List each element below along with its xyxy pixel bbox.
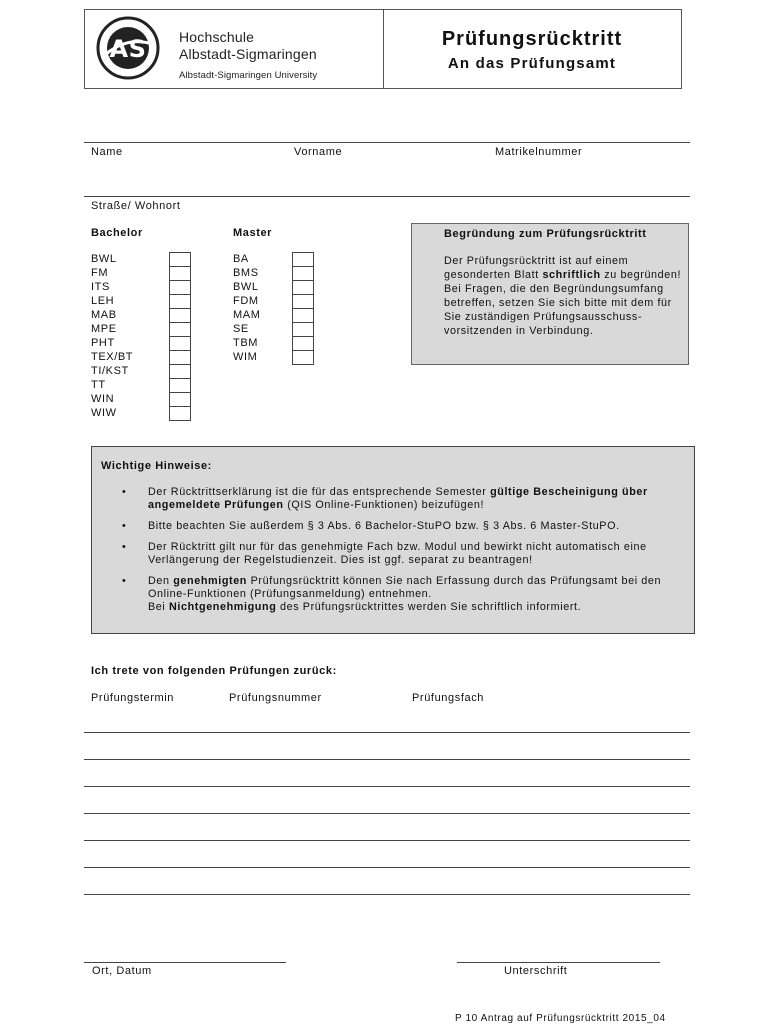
- program-checkbox[interactable]: [169, 392, 191, 407]
- program-checkbox[interactable]: [292, 336, 314, 351]
- master-program-list: [233, 252, 315, 364]
- program-label: MAB: [91, 309, 117, 321]
- form-title: Prüfungsrücktritt: [441, 28, 623, 50]
- reason-text-part2: zu begründen!: [600, 269, 682, 281]
- header-box: [84, 9, 682, 89]
- program-checkbox[interactable]: [169, 266, 191, 281]
- exam-entry-line[interactable]: [84, 894, 690, 895]
- program-label: BA: [233, 253, 249, 265]
- exam-entry-line[interactable]: [84, 732, 690, 733]
- important-notes-box: [91, 446, 695, 634]
- name-label: Name: [91, 146, 123, 158]
- program-option-master: [233, 350, 315, 364]
- note-text: des Prüfungsrücktrittes werden Sie schriftlich informiert.: [276, 601, 582, 613]
- university-logo: [95, 15, 161, 81]
- program-label: TI/KST: [91, 365, 129, 377]
- program-option-master: [233, 280, 315, 294]
- program-option-bachelor: [91, 350, 191, 364]
- note-text: Den: [148, 575, 174, 587]
- exams-heading: Ich trete von folgenden Prüfungen zurück:: [91, 665, 337, 677]
- program-label: ITS: [91, 281, 110, 293]
- program-option-bachelor: [91, 280, 191, 294]
- program-option-master: [233, 294, 315, 308]
- program-checkbox[interactable]: [169, 336, 191, 351]
- program-option-bachelor: [91, 378, 191, 392]
- program-checkbox[interactable]: [292, 322, 314, 337]
- program-option-master: [233, 308, 315, 322]
- program-label: BMS: [233, 267, 259, 279]
- reason-box: [411, 223, 689, 365]
- university-name-line1: Hochschule: [179, 29, 255, 45]
- note-item: [122, 541, 682, 567]
- university-name-line2: Albstadt-Sigmaringen: [179, 46, 317, 62]
- program-label: FDM: [233, 295, 259, 307]
- program-option-master: [233, 336, 315, 350]
- place-date-line[interactable]: [84, 962, 286, 963]
- program-label: TT: [91, 379, 106, 391]
- program-checkbox[interactable]: [169, 294, 191, 309]
- university-name-english: Albstadt-Sigmaringen University: [179, 70, 318, 81]
- program-label: SE: [233, 323, 249, 335]
- program-checkbox[interactable]: [292, 350, 314, 365]
- program-checkbox[interactable]: [292, 294, 314, 309]
- program-label: TBM: [233, 337, 259, 349]
- program-checkbox[interactable]: [169, 252, 191, 267]
- exam-entry-line[interactable]: [84, 867, 690, 868]
- program-checkbox[interactable]: [169, 364, 191, 379]
- program-option-bachelor: [91, 364, 191, 378]
- exam-entry-line[interactable]: [84, 813, 690, 814]
- program-label: MAM: [233, 309, 261, 321]
- exam-number-column-label: Prüfungsnummer: [229, 692, 322, 704]
- program-checkbox[interactable]: [169, 350, 191, 365]
- notes-list: [122, 486, 682, 622]
- note-text: genehmigten: [173, 575, 248, 587]
- reason-text-part1: Der Prüfungsrücktritt ist auf einem gesonderten Blatt: [444, 255, 629, 281]
- program-option-master: [233, 266, 315, 280]
- exam-subject-column-label: Prüfungsfach: [412, 692, 485, 704]
- program-option-bachelor: [91, 294, 191, 308]
- program-option-bachelor: [91, 406, 191, 420]
- exam-entry-line[interactable]: [84, 840, 690, 841]
- bachelor-heading: Bachelor: [91, 227, 143, 239]
- program-checkbox[interactable]: [169, 406, 191, 421]
- program-label: LEH: [91, 295, 115, 307]
- program-checkbox[interactable]: [169, 378, 191, 393]
- program-option-bachelor: [91, 336, 191, 350]
- signature-line[interactable]: [457, 962, 660, 963]
- program-option-master: [233, 322, 315, 336]
- program-label: TEX/BT: [91, 351, 134, 363]
- reason-contact-text: Bei Fragen, die den Begründungsumfang betreffen, setzen Sie sich bitte mit dem für Sie zuständigen Prüfungsausschuss-vorsitzenden in Verbindung.: [444, 283, 672, 337]
- note-item: [122, 520, 682, 533]
- program-option-bachelor: [91, 322, 191, 336]
- note-text: (QIS Online-Funktionen) beizufügen!: [283, 499, 485, 511]
- bachelor-program-list: [91, 252, 191, 420]
- form-code: P 10 Antrag auf Prüfungsrücktritt 2015_04: [455, 1013, 666, 1024]
- note-text: Prüfungsrücktritt können Sie nach Erfassung durch das Prüfungsamt bei den Online-Funktionen (Prüfungsanmeldung) entnehmen.: [148, 575, 662, 600]
- signature-label: Unterschrift: [504, 965, 568, 977]
- note-item: [122, 486, 682, 512]
- address-field-line: [84, 196, 690, 197]
- matriculation-label: Matrikelnummer: [495, 146, 583, 158]
- note-text: Bei: [148, 601, 170, 613]
- program-label: FM: [91, 267, 109, 279]
- program-label: BWL: [233, 281, 259, 293]
- program-label: WIN: [91, 393, 115, 405]
- program-checkbox[interactable]: [169, 280, 191, 295]
- reason-text: [444, 254, 684, 338]
- form-subtitle: An das Prüfungsamt: [447, 55, 617, 72]
- exam-entry-line[interactable]: [84, 786, 690, 787]
- program-label: MPE: [91, 323, 117, 335]
- master-heading: Master: [233, 227, 273, 239]
- reason-heading: Begründung zum Prüfungsrücktritt: [444, 228, 647, 240]
- note-text: Nichtgenehmigung: [169, 601, 277, 613]
- program-label: PHT: [91, 337, 115, 349]
- exam-entry-line[interactable]: [84, 759, 690, 760]
- note-text: gültige Bescheinigung über angemeldete Prüfungen: [148, 486, 648, 511]
- program-checkbox[interactable]: [292, 280, 314, 295]
- program-checkbox[interactable]: [292, 252, 314, 267]
- note-text: Der Rücktritt gilt nur für das genehmigte Fach bzw. Modul und bewirkt nicht automatisch eine Verlängerung der Regelstudienzeit. Dies ist ggf. separat zu beantragen!: [148, 541, 647, 566]
- note-text: Bitte beachten Sie außerdem § 3 Abs. 6 Bachelor-StuPO bzw. § 3 Abs. 6 Master-StuPO.: [148, 520, 620, 532]
- program-label: BWL: [91, 253, 117, 265]
- program-checkbox[interactable]: [292, 266, 314, 281]
- svg-text:AS: AS: [109, 35, 147, 63]
- reason-text-bold: schriftlich: [542, 269, 601, 281]
- program-option-master: [233, 252, 315, 266]
- program-label: WIM: [233, 351, 258, 363]
- program-option-bachelor: [91, 266, 191, 280]
- firstname-label: Vorname: [294, 146, 343, 158]
- address-label: Straße/ Wohnort: [91, 200, 181, 212]
- program-checkbox[interactable]: [169, 322, 191, 337]
- program-label: WIW: [91, 407, 117, 419]
- program-checkbox[interactable]: [169, 308, 191, 323]
- place-date-label: Ort, Datum: [92, 965, 152, 977]
- program-option-bachelor: [91, 252, 191, 266]
- program-option-bachelor: [91, 392, 191, 406]
- exam-date-column-label: Prüfungstermin: [91, 692, 174, 704]
- note-text: Der Rücktrittserklärung ist die für das entsprechende Semester: [148, 486, 491, 498]
- name-field-line: [84, 142, 690, 143]
- note-item: [122, 575, 682, 614]
- program-option-bachelor: [91, 308, 191, 322]
- program-checkbox[interactable]: [292, 308, 314, 323]
- notes-heading: Wichtige Hinweise:: [101, 460, 212, 472]
